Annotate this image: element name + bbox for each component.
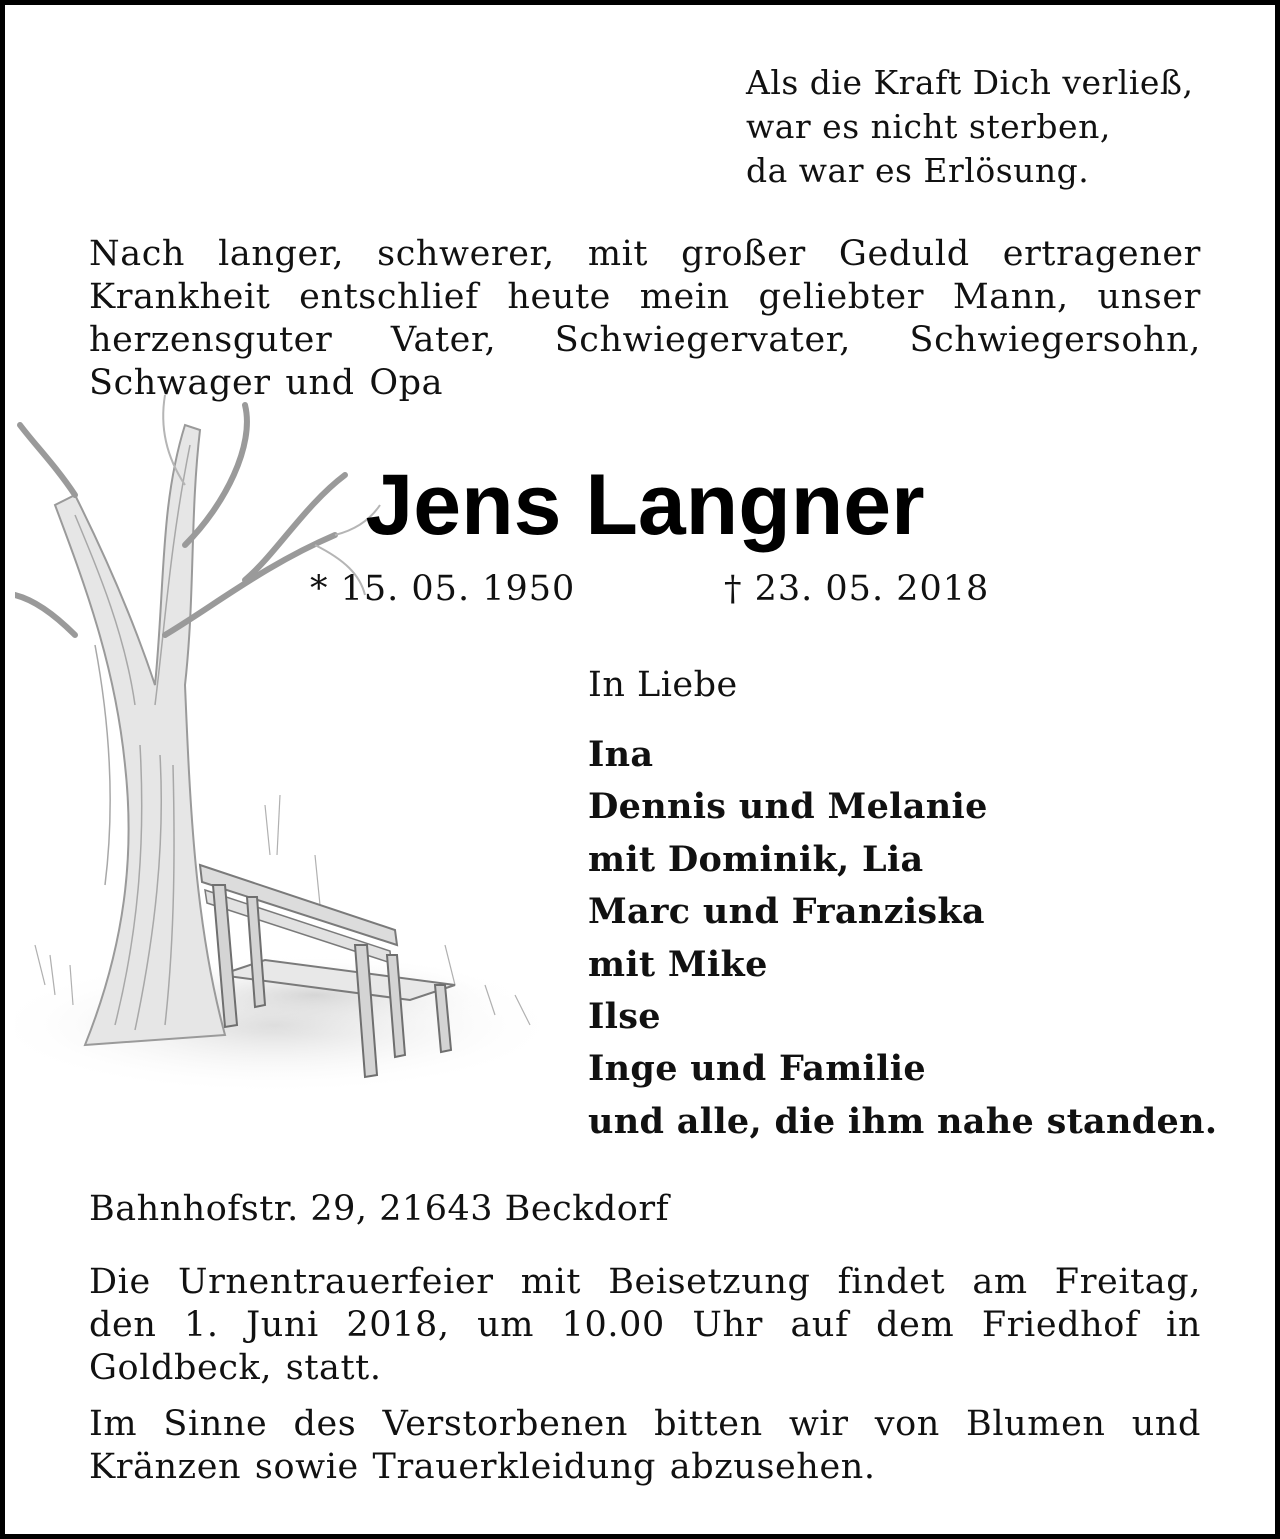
ceremony-paragraph: Die Urnentrauerfeier mit Beisetzung findet am Freitag, den 1. Juni 2018, um 10.00 Uhr auf dem Friedhof in Goldbeck, statt. [89, 1262, 1201, 1388]
birth-date: * 15. 05. 1950 [310, 569, 576, 609]
motto-line: da war es Erlösung. [746, 151, 1090, 190]
deceased-name: Jens Langner [365, 457, 925, 553]
mourner-entry: Ina [588, 734, 654, 775]
mourners-list [588, 729, 1217, 1148]
motto-verse [746, 61, 1226, 193]
mourner-entry: Inge und Familie [588, 1048, 926, 1090]
death-date: † 23. 05. 2018 [724, 569, 990, 609]
closing-phrase: In Liebe [588, 665, 738, 705]
mourner-entry: mit Dominik, Lia [588, 838, 924, 880]
request-paragraph: Im Sinne des Verstorbenen bitten wir von Blumen und Kränzen sowie Trauerkleidung abzusehen. [89, 1404, 1201, 1487]
intro-paragraph: Nach langer, schwerer, mit großer Geduld ertragener Krankheit entschlief heute mein geliebter Mann, unser herzensguter Vater, Schwiegervater, Schwiegersohn, Schwager und Opa [89, 234, 1201, 403]
motto-line: Als die Kraft Dich verließ, [746, 63, 1194, 102]
mourner-entry: Ilse [588, 996, 661, 1038]
mourner-entry: Marc und Franziska [588, 891, 985, 933]
address: Bahnhofstr. 29, 21643 Beckdorf [89, 1189, 670, 1229]
motto-line: war es nicht sterben, [746, 107, 1111, 146]
mourner-entry: und alle, die ihm nahe standen. [588, 1100, 1218, 1142]
mourner-entry: Dennis und Melanie [588, 786, 988, 828]
mourner-entry: mit Mike [588, 943, 768, 985]
